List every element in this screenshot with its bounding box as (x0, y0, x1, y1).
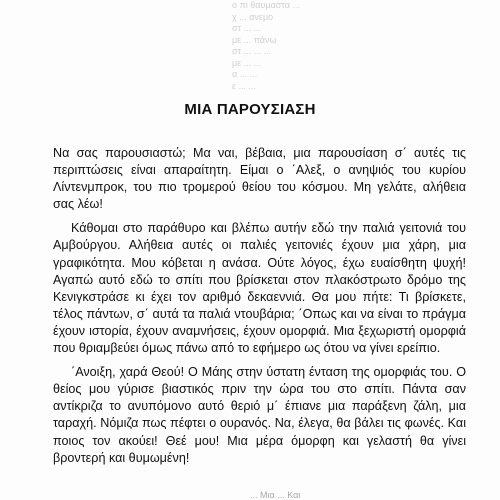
show-through-line: ε ... ... (232, 80, 257, 91)
paragraph-2: Κάθομαι στο παράθυρο και βλέπω αυτήν εδώ την παλιά γειτονιά του Αμβούργου. Αλήθεια αυτές οι παλιές γειτονιές έχουν μια χάρη, μια γραφικότητα. Μου κόβεται η ανάσα. Ούτε λόγος, έχω ευαίσθητη ψυχή! Αγαπώ αυτό εδώ το σπίτι που βρίσκεται στον πλακόστρωτο δρόμο της Κενιγκστράσε κι έχει τον αριθμό δεκαεννιά. Θα μου πήτε: Τι βρίσκετε, τέλος πάντων, σ΄ αυτά τα παλιά ντουβάρια; ΄Οπως και να είναι το πράγμα έχουν ιστορία, έχουν αναμνήσεις, έχουν ομορφιά. Μια ξεχωριστή ομορφιά που θριαμβεύει όμως πάνω από το εφήμερο ως ότου να γίνει ερείπιο. (53, 221, 466, 356)
paragraph-3: ΄Ανοιξη, χαρά Θεού! Ο Μάης στην ύστατη ένταση της ομορφιάς του. Ο θείος μου γύρισε βιαστικός πριν την ώρα του στο σπίτι. Πάντα σαν αντίκριζα το ανυπόμονο αυτό θεριό μ΄ έπιανε μια παράξενη ζάλη, μια ταραχή. Νόμιζα πως πέφτει ο ουρανός. Να, έλεγα, θα βάλει τις φωνές. Και ποιος τον ακούει! Θεέ μου! Μια μέρα όμορφη και γελαστή θα γίνει βροντερή και θυμωμένη! (53, 365, 466, 465)
chapter-body (53, 145, 466, 474)
show-through-text-bottom: ... Μια ... Και (250, 490, 301, 500)
show-through-line: στ ... ... ... (232, 46, 272, 56)
show-through-line: με ... ... (232, 57, 262, 68)
show-through-line: με ... πάνω (232, 34, 277, 45)
paragraph-1: Να σας παρουσιαστώ; Μα ναι, βέβαια, μια παρουσίαση σ΄ αυτές τις περιπτώσεις είναι απαραίτητη. Είμαι ο ΄Αλεξ, ο ανηψιός του κυρίου Λίντενμπροκ, του πιο τρομερού θείου του κόσμου. Μη γελάτε, αλήθεια σας λέω! (53, 146, 466, 212)
show-through-line: στ ... ... (232, 23, 262, 33)
chapter-title: ΜΙΑ ΠΑΡΟΥΣΙΑΣΗ (184, 101, 316, 118)
show-through-line: χ ... ανεμο (232, 11, 274, 22)
show-through-text-top (232, 0, 500, 95)
show-through-line: ο πι θαυμαστα ... (232, 0, 300, 10)
show-through-line: α ... ... (232, 69, 258, 79)
